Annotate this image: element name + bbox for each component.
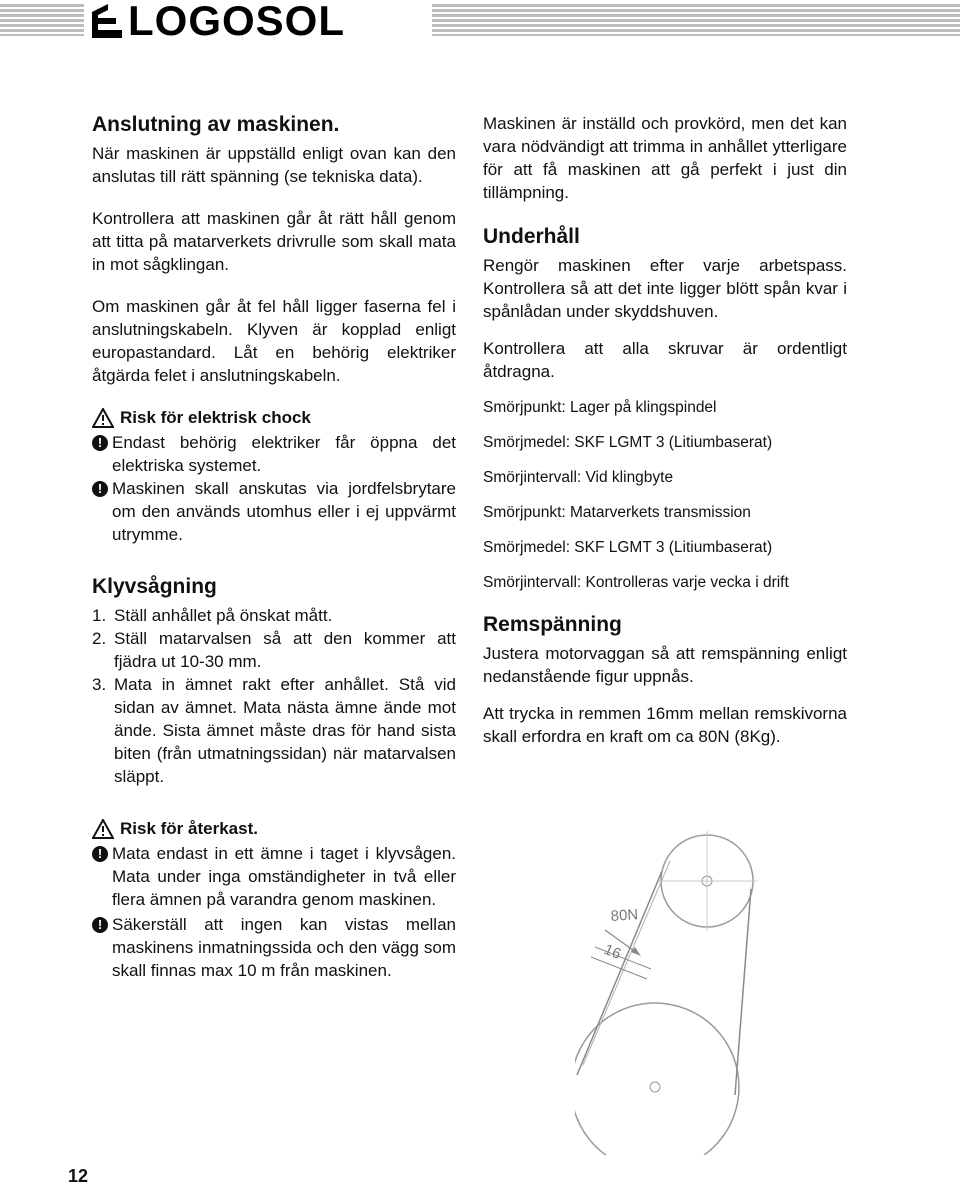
smorj-line: Smörjpunkt: Lager på klingspindel bbox=[483, 399, 717, 416]
anslutning-heading: Anslutning av maskinen. bbox=[92, 113, 340, 136]
belt-tension-figure bbox=[575, 825, 815, 1160]
exclamation-icon: ! bbox=[92, 481, 108, 497]
smorj-line: Smörjpunkt: Matarverkets transmission bbox=[483, 504, 751, 521]
logo-text: LOGOSOL bbox=[128, 0, 345, 44]
anslutning-paragraph-1: När maskinen är uppställd enligt ovan kan den anslutas till rätt spänning (se tekniska data). bbox=[92, 144, 456, 186]
aterkast-item-1 bbox=[92, 842, 456, 911]
underhall-heading: Underhåll bbox=[483, 225, 580, 248]
step-text: Ställ anhållet på önskat mått. bbox=[114, 606, 333, 625]
aterkast-item-text: Mata endast in ett ämne i taget i klyvsågen. Mata under inga omständigheter in två eller flera ämnen på varandra genom maskinen. bbox=[112, 844, 456, 909]
step-text: Ställ matarvalsen så att den kommer att fjädra ut 10-30 mm. bbox=[114, 629, 456, 671]
smorjning-list bbox=[483, 397, 847, 594]
klyv-step-3 bbox=[92, 673, 456, 788]
logosol-mark-icon bbox=[92, 4, 122, 38]
warning-triangle-icon bbox=[92, 819, 114, 839]
exclamation-icon: ! bbox=[92, 846, 108, 862]
remspanning-paragraph-1: Justera motorvaggan så att remspänning enligt nedanstående figur uppnås. bbox=[483, 644, 847, 686]
header-stripes-right bbox=[432, 4, 960, 36]
step-text: Mata in ämnet rakt efter anhållet. Stå vid sidan av ämnet. Mata nästa ämne ände mot ände. Sista ämnet måste dras för hand sista biten (från utmatningssidan) när matarvalsen släppt. bbox=[114, 675, 456, 786]
exclamation-icon: ! bbox=[92, 435, 108, 451]
belt-pulley-diagram bbox=[575, 825, 815, 1155]
aterkast-warning-label: Risk för återkast. bbox=[120, 819, 258, 838]
warning-triangle-icon bbox=[92, 408, 114, 428]
klyvsagning-steps bbox=[92, 604, 456, 788]
right-column bbox=[483, 112, 847, 748]
exclamation-icon: ! bbox=[92, 917, 108, 933]
anslutning-paragraph-2: Kontrollera att maskinen går åt rätt håll genom att titta på matarverkets drivrulle som skall mata in mot sågklingan. bbox=[92, 209, 456, 274]
chock-warning-label: Risk för elektrisk chock bbox=[120, 408, 311, 427]
chock-warning-title bbox=[92, 407, 456, 429]
smorj-line: Smörjintervall: Kontrolleras varje vecka i drift bbox=[483, 574, 789, 591]
aterkast-item-text: Säkerställ att ingen kan vistas mellan maskinens inmatningssida och den vägg som skall finnas max 10 m från maskinen. bbox=[112, 915, 456, 980]
chock-item-2 bbox=[92, 477, 456, 546]
page-header bbox=[0, 0, 960, 44]
klyvsagning-heading: Klyvsågning bbox=[92, 575, 217, 598]
force-label: 80N bbox=[610, 906, 639, 925]
logosol-logo bbox=[92, 0, 345, 42]
smorj-line: Smörjintervall: Vid klingbyte bbox=[483, 469, 674, 486]
remspanning-paragraph-2: Att trycka in remmen 16mm mellan remskivorna skall erfordra en kraft om ca 80N (8Kg). bbox=[483, 704, 847, 746]
chock-item-1 bbox=[92, 431, 456, 477]
anslutning-paragraph-3: Om maskinen går åt fel håll ligger faserna fel i anslutningskabeln. Klyven är kopplad enligt europastandard. Låt en behörig elektriker åtgärda felet i anslutningskabeln. bbox=[92, 297, 456, 385]
depth-label: 16 bbox=[601, 940, 624, 963]
underhall-paragraph-1: Rengör maskinen efter varje arbetspass. Kontrollera så att det inte ligger blött spån kvar i spånlådan under skyddshuven. bbox=[483, 256, 847, 321]
aterkast-warning-title bbox=[92, 818, 456, 840]
chock-item-text: Endast behörig elektriker får öppna det elektriska systemet. bbox=[112, 433, 456, 475]
header-stripes-left bbox=[0, 4, 84, 36]
intro-paragraph: Maskinen är inställd och provkörd, men det kan vara nödvändigt att trimma in anhållet ytterligare för att få maskinen att gå perfekt i just din tillämpning. bbox=[483, 114, 847, 202]
step-number: 1. bbox=[92, 606, 107, 625]
underhall-paragraph-2: Kontrollera att alla skruvar är ordentligt åtdragna. bbox=[483, 339, 847, 381]
aterkast-item-2 bbox=[92, 913, 456, 982]
step-number: 2. bbox=[92, 629, 107, 648]
klyv-step-1 bbox=[92, 604, 456, 627]
smorj-line: Smörjmedel: SKF LGMT 3 (Litiumbaserat) bbox=[483, 434, 773, 451]
remspanning-heading: Remspänning bbox=[483, 613, 622, 636]
klyv-step-2 bbox=[92, 627, 456, 673]
page-number: 12 bbox=[68, 1166, 89, 1186]
chock-item-text: Maskinen skall anskutas via jordfelsbrytare om den används utomhus eller i ej uppvärmt utrymme. bbox=[112, 479, 456, 544]
left-column bbox=[92, 112, 456, 982]
step-number: 3. bbox=[92, 675, 107, 694]
smorj-line: Smörjmedel: SKF LGMT 3 (Litiumbaserat) bbox=[483, 539, 773, 556]
